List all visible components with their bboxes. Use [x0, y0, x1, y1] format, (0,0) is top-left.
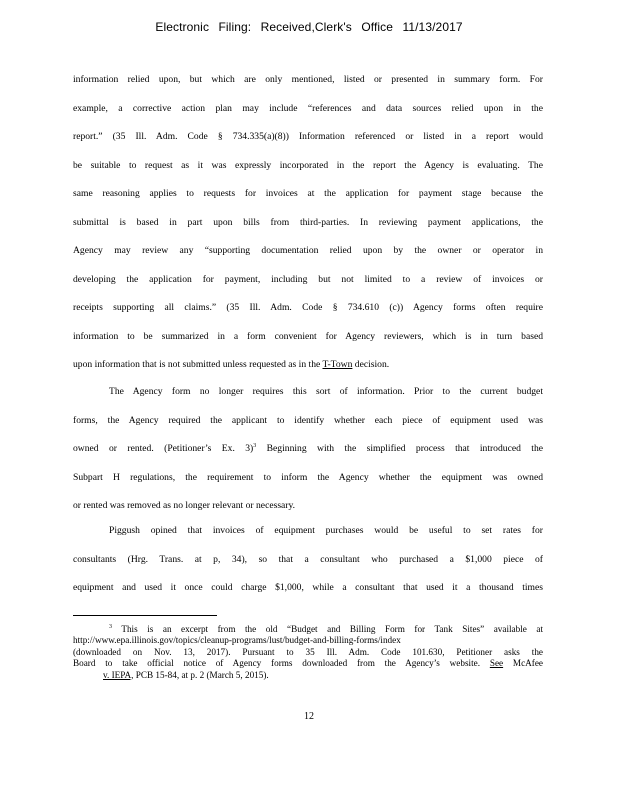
text-line: Piggush opined that invoices of equipment purchases would be useful to set rates for: [109, 525, 543, 536]
text-line: submittal is based in part upon bills from third-parties. In reviewing payment applications, the: [73, 216, 543, 228]
text-line: report.” (35 Ill. Adm. Code § 734.335(a)(8)) Information referenced or listed in a report would: [73, 131, 543, 142]
text-line: The Agency form no longer requires this sort of information. Prior to the current budget: [109, 386, 543, 397]
text-segment: This is an excerpt from the old “Budget and Billing Form for Tank Sites” available at: [112, 624, 543, 634]
footnote-line: [73, 670, 543, 681]
text-line: example, a corrective action plan may include “references and data sources relied upon in the: [73, 102, 543, 114]
footnote-url: http://www.epa.illinois.gov/topics/cleanup-programs/lust/budget-and-billing-forms/index: [73, 635, 401, 646]
electronic-filing-header: Electronic Filing: Received,Clerk's Office 11/13/2017: [155, 20, 463, 34]
text-line: [73, 435, 543, 464]
text-segment: Board to take official notice of Agency forms downloaded from the Agency’s website.: [73, 658, 490, 669]
text-line: [73, 351, 543, 380]
page-number: 12: [304, 711, 314, 722]
text-line: Subpart H regulations, the requirement to inform the Agency whether the equipment was owned: [73, 471, 543, 483]
footnote-line: [73, 624, 543, 635]
footnote-divider: [73, 615, 217, 616]
text-line: or rented was removed as no longer relevant or necessary.: [73, 500, 296, 511]
footnote-marker: 3: [109, 624, 112, 630]
text-line: be suitable to request as it was expressly incorporated in the report the Agency is evaluating. The: [73, 159, 543, 171]
footnote-line: (downloaded on Nov. 13, 2017). Pursuant to 35 Ill. Adm. Code 101.630, Petitioner asks the: [73, 646, 543, 657]
text-line: developing the application for payment, including but not limited to a review of invoices or: [73, 273, 543, 285]
see-signal: See: [489, 658, 504, 669]
paragraph-2: [73, 378, 543, 521]
text-line: same reasoning applies to requests for invoices at the application for payment stage because the: [73, 188, 543, 199]
paragraph-1: [73, 66, 543, 380]
text-line: consultants (Hrg. Trans. at p, 34), so that a consultant who purchased a $1,000 piece of: [73, 553, 543, 565]
paragraph-3: [73, 517, 543, 603]
text-segment: decision.: [352, 359, 390, 370]
text-line: Agency may review any “supporting documentation relied upon by the owner or operator in: [73, 245, 543, 256]
text-line: information to be summarized in a form convenient for Agency reviewers, which is in turn based: [73, 330, 543, 342]
text-segment: PCB 15-84, at p. 2 (March 5, 2015).: [133, 669, 269, 680]
case-name-iepa: v. IEPA,: [103, 669, 134, 680]
footnote: [73, 624, 543, 681]
text-line: equipment and used it once could charge $1,000, while a consultant that used it a thousand times: [73, 582, 543, 593]
text-line: receipts supporting all claims.” (35 Ill. Adm. Code § 734.610 (c)) Agency forms often require: [73, 302, 543, 313]
text-segment: owned or rented. (Petitioner’s Ex. 3): [73, 443, 254, 454]
footnote-reference: 3: [253, 442, 257, 449]
case-name-t-town: T-Town: [322, 359, 353, 370]
text-segment: Beginning with the simplified process that introduced the: [256, 443, 543, 454]
text-line: information relied upon, but which are only mentioned, listed or presented in summary form. For: [73, 74, 543, 85]
text-segment: upon information that is not submitted unless requested as in the: [73, 359, 323, 370]
text-line: forms, the Agency required the applicant to identify whether each piece of equipment used was: [73, 414, 543, 426]
footnote-line: [73, 658, 543, 669]
text-segment: McAfee: [503, 658, 543, 669]
